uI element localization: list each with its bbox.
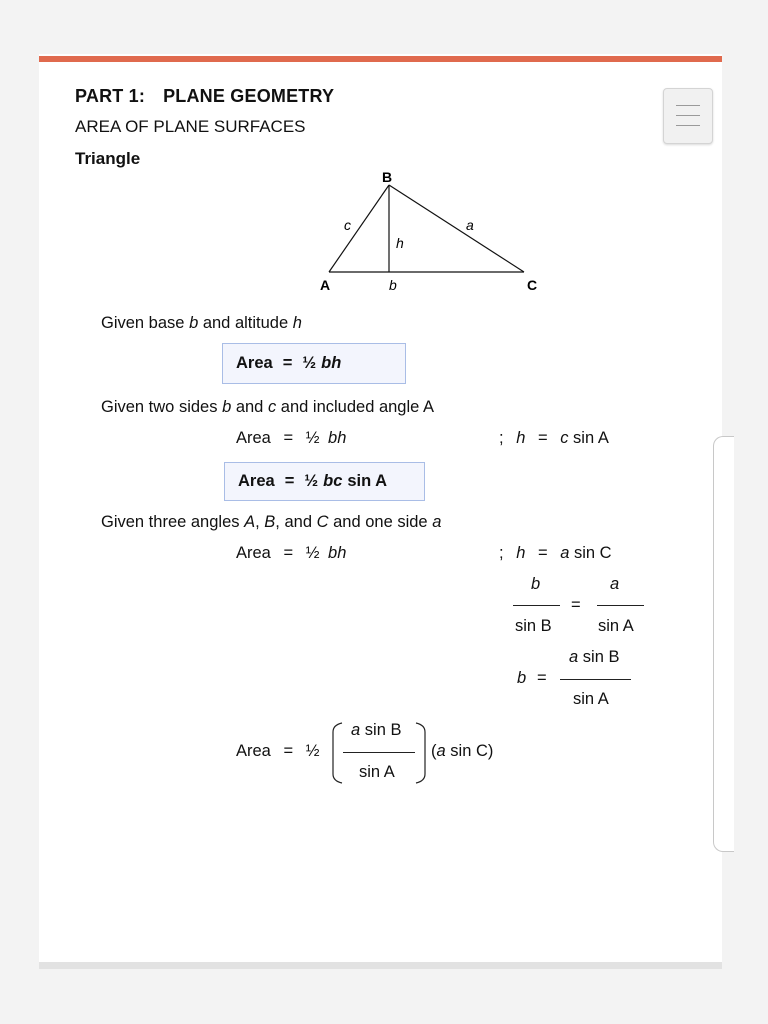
law-fraction-line-2 xyxy=(597,605,644,606)
step-half: ½ xyxy=(305,429,320,447)
triangle-diagram xyxy=(300,165,560,300)
note-var-c: c xyxy=(560,429,569,447)
part-title: PLANE GEOMETRY xyxy=(163,86,335,106)
case2-intro-text: and xyxy=(231,398,268,416)
final-tail-sin: sin C) xyxy=(450,742,494,760)
side-a-label: a xyxy=(466,217,474,233)
final-fraction-line xyxy=(343,752,415,753)
note-sin: sin C xyxy=(573,544,612,562)
note-var-h: h xyxy=(516,544,526,562)
case3-step xyxy=(236,544,346,563)
formula-lhs: Area xyxy=(236,354,273,372)
hamburger-menu-icon[interactable] xyxy=(663,88,713,144)
case2-intro-text: Given two sides xyxy=(101,398,223,416)
b-equals: = xyxy=(537,669,547,687)
formula-half: ½ xyxy=(304,472,319,490)
case1-formula-box xyxy=(222,343,406,384)
case3-intro xyxy=(101,513,441,532)
final-formula-lhs xyxy=(236,742,319,761)
part-heading xyxy=(75,86,334,107)
bottom-divider xyxy=(39,962,722,969)
formula-equals: = xyxy=(284,472,295,490)
law-numerator-a: a xyxy=(610,575,620,593)
height-label: h xyxy=(396,235,404,251)
b-denominator: sin A xyxy=(573,690,609,708)
vertex-b-label: B xyxy=(382,169,393,185)
top-accent-bar xyxy=(39,56,722,62)
side-panel-handle[interactable] xyxy=(713,436,734,852)
case3-var-A: A xyxy=(244,513,256,531)
final-tail xyxy=(431,742,493,761)
case1-intro-text: and altitude xyxy=(198,314,293,332)
case3-intro-text: , xyxy=(255,513,265,531)
formula-var-bc: bc xyxy=(323,472,343,490)
note-separator: ; xyxy=(499,429,504,447)
step-equals: = xyxy=(283,429,294,447)
left-bracket xyxy=(329,722,345,784)
formula-lhs: Area xyxy=(238,472,275,490)
case1-intro-text: Given base xyxy=(101,314,190,332)
case3-note xyxy=(499,544,612,563)
case2-note xyxy=(499,429,609,448)
final-num-sin: sin B xyxy=(364,721,402,739)
side-c-label: c xyxy=(344,217,351,233)
law-denominator-sinA: sin A xyxy=(598,617,634,635)
case3-intro-text: Given three angles xyxy=(101,513,245,531)
case1-var-h: h xyxy=(292,314,302,332)
right-bracket xyxy=(413,722,429,784)
case2-intro xyxy=(101,398,434,417)
b-num-sin: sin B xyxy=(582,648,620,666)
formula-rhs: bh xyxy=(321,354,342,372)
case3-intro-text: , and xyxy=(275,513,317,531)
vertex-c-label: C xyxy=(527,277,538,293)
case3-var-B: B xyxy=(264,513,276,531)
b-lhs: b xyxy=(517,669,527,687)
shape-heading: Triangle xyxy=(75,149,141,168)
b-fraction-line xyxy=(560,679,631,680)
law-numerator-b: b xyxy=(531,575,541,593)
case3-var-C: C xyxy=(316,513,329,531)
part-number: PART 1: xyxy=(75,86,146,106)
case3-var-a: a xyxy=(432,513,442,531)
note-var-h: h xyxy=(516,429,526,447)
final-tail-var-a: a xyxy=(436,742,446,760)
step-lhs: Area xyxy=(236,429,271,447)
formula-half: ½ xyxy=(302,354,317,372)
side-b-label: b xyxy=(389,277,397,293)
law-equals: = xyxy=(571,596,581,614)
step-rhs: bh xyxy=(328,429,347,447)
final-numerator xyxy=(351,721,401,740)
case3-intro-text: and one side xyxy=(328,513,433,531)
step-rhs: bh xyxy=(328,544,347,562)
b-num-var-a: a xyxy=(569,648,579,666)
note-equals: = xyxy=(537,429,548,447)
case1-intro xyxy=(101,314,302,333)
note-var-a: a xyxy=(560,544,570,562)
formula-sin: sin A xyxy=(347,472,388,490)
law-denominator-sinB: sin B xyxy=(515,617,552,635)
note-equals: = xyxy=(537,544,548,562)
final-denominator: sin A xyxy=(359,763,395,781)
side-c-line xyxy=(329,185,389,272)
law-fraction-line-1 xyxy=(513,605,560,606)
formula-equals: = xyxy=(282,354,293,372)
case2-var-c: c xyxy=(267,398,277,416)
case2-step xyxy=(236,429,346,448)
final-tail-paren: ( xyxy=(431,742,437,760)
case1-var-b: b xyxy=(189,314,199,332)
step-half: ½ xyxy=(305,544,320,562)
step-lhs: Area xyxy=(236,544,271,562)
final-equals: = xyxy=(283,742,294,760)
note-separator: ; xyxy=(499,544,504,562)
vertex-a-label: A xyxy=(320,277,331,293)
step-equals: = xyxy=(283,544,294,562)
section-heading: AREA OF PLANE SURFACES xyxy=(75,117,306,136)
case2-formula-box xyxy=(224,462,425,501)
case2-var-b: b xyxy=(222,398,232,416)
final-half: ½ xyxy=(305,742,320,760)
note-sin: sin A xyxy=(573,429,609,447)
final-num-var-a: a xyxy=(351,721,361,739)
b-numerator xyxy=(569,648,619,667)
final-lhs: Area xyxy=(236,742,271,760)
case2-intro-text: and included angle A xyxy=(276,398,435,416)
side-a-line xyxy=(389,185,524,272)
